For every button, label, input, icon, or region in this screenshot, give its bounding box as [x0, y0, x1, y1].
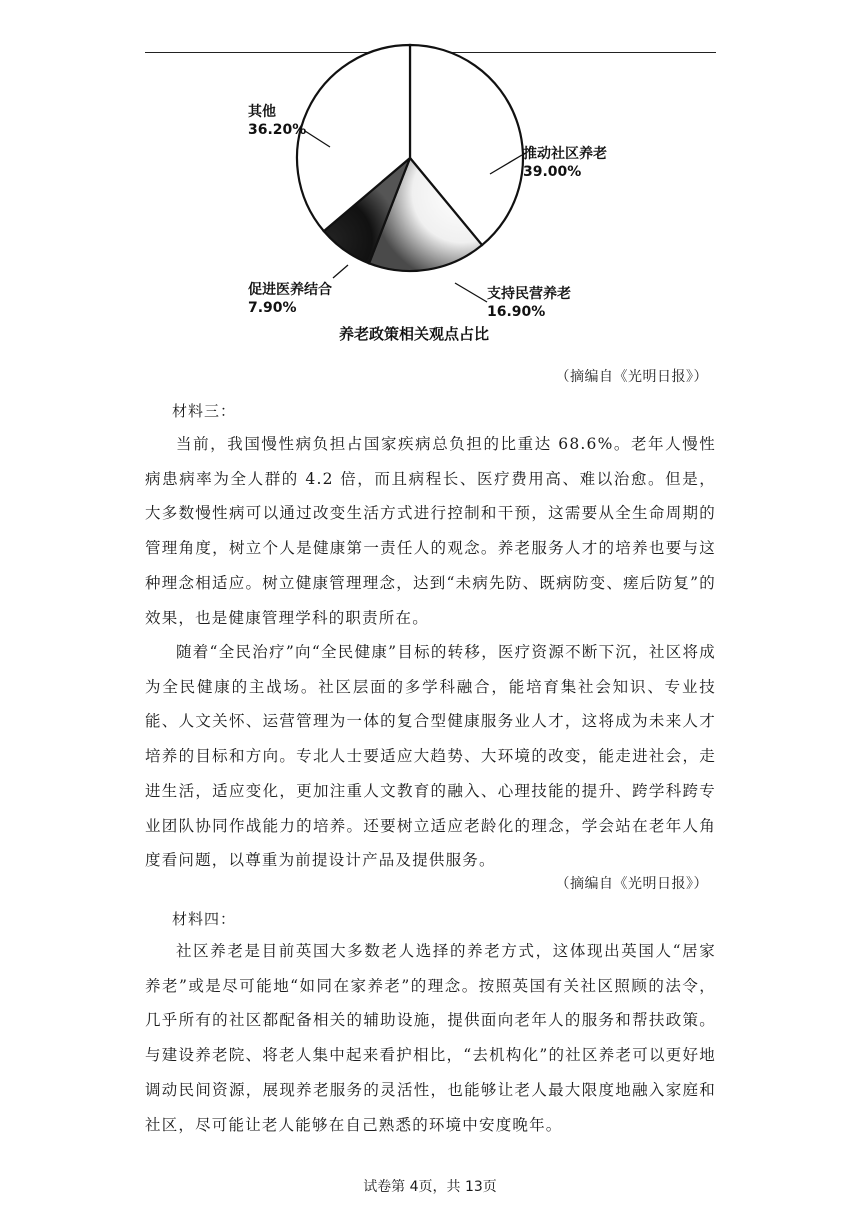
pie-chart — [0, 0, 860, 360]
material3-heading: 材料三： — [172, 402, 237, 420]
slice-value-label-1: 39.00% — [523, 164, 582, 180]
material4-paragraph-1: 社区养老是目前英国大多数老人选择的养老方式，这体现出英国人“居家养老”或是尽可能地“如同在家养老”的理念。按照英国有关社区照顾的法令，几乎所有的社区都配备相关的辅助设施，提供面向老年人的服务和帮扶政策。与建设养老院、将老人集中起来看护相比，“去机构化”的社区养老可以更好地调动民间资源，展现养老服务的灵活性，也能够让老人最大限度地融入家庭和社区，尽可能让老人能够在自己熟悉的环境中安度晚年。 — [145, 942, 716, 1134]
slice-label-2: 支持民营养老 — [487, 286, 571, 302]
material3-paragraph-2: 随着“全民治疗”向“全民健康”目标的转移，医疗资源不断下沉，社区将成为全民健康的主战场。社区层面的多学科融合，能培育集社会知识、专业技能、人文关怀、运营管理为一体的复合型健康服务业人才，这将成为未来人才培养的目标和方向。专北人士要适应大趋势、大环境的改变，能走进社会，走进生活，适应变化，更加注重人文教育的融入、心理技能的提升、跨学科跨专业团队协同作战能力的培养。还要树立适应老龄化的理念，学会站在老年人角度看问题，以尊重为前提设计产品及提供服务。 — [145, 643, 716, 870]
slice-label-4: 其他 — [248, 104, 276, 120]
slice-label-3: 促进医养结合 — [248, 282, 332, 298]
leader-line-2 — [455, 283, 487, 302]
source-citation-2: （摘编自《光明日报》） — [555, 876, 708, 892]
material3-paragraph-1: 当前，我国慢性病负担占国家疾病总负担的比重达 68.6%。老年人慢性病患病率为全人群的 4.2 倍，而且病程长、医疗费用高、难以治愈。但是，大多数慢性病可以通过改变生活方式进行控制和干预，这需要从全生命周期的管理角度，树立个人是健康第一责任人的观念。养老服务人才的培养也要与这种理念相适应。树立健康管理理念，达到“未病先防、既病防变、瘥后防复”的效果，也是健康管理学科的职责所在。 — [145, 435, 716, 627]
slice-value-label-2: 16.90% — [487, 304, 546, 320]
page-footer: 试卷第 4页，共 13页 — [363, 1179, 497, 1195]
slice-value-label-3: 7.90% — [248, 300, 297, 316]
leader-line-3 — [333, 265, 348, 278]
material4-heading: 材料四： — [172, 910, 237, 928]
chart-title: 养老政策相关观点占比 — [338, 325, 490, 343]
source-citation-1: （摘编自《光明日报》） — [555, 369, 708, 385]
slice-label-1: 推动社区养老 — [523, 146, 607, 162]
slice-value-label-4: 36.20% — [248, 122, 307, 138]
